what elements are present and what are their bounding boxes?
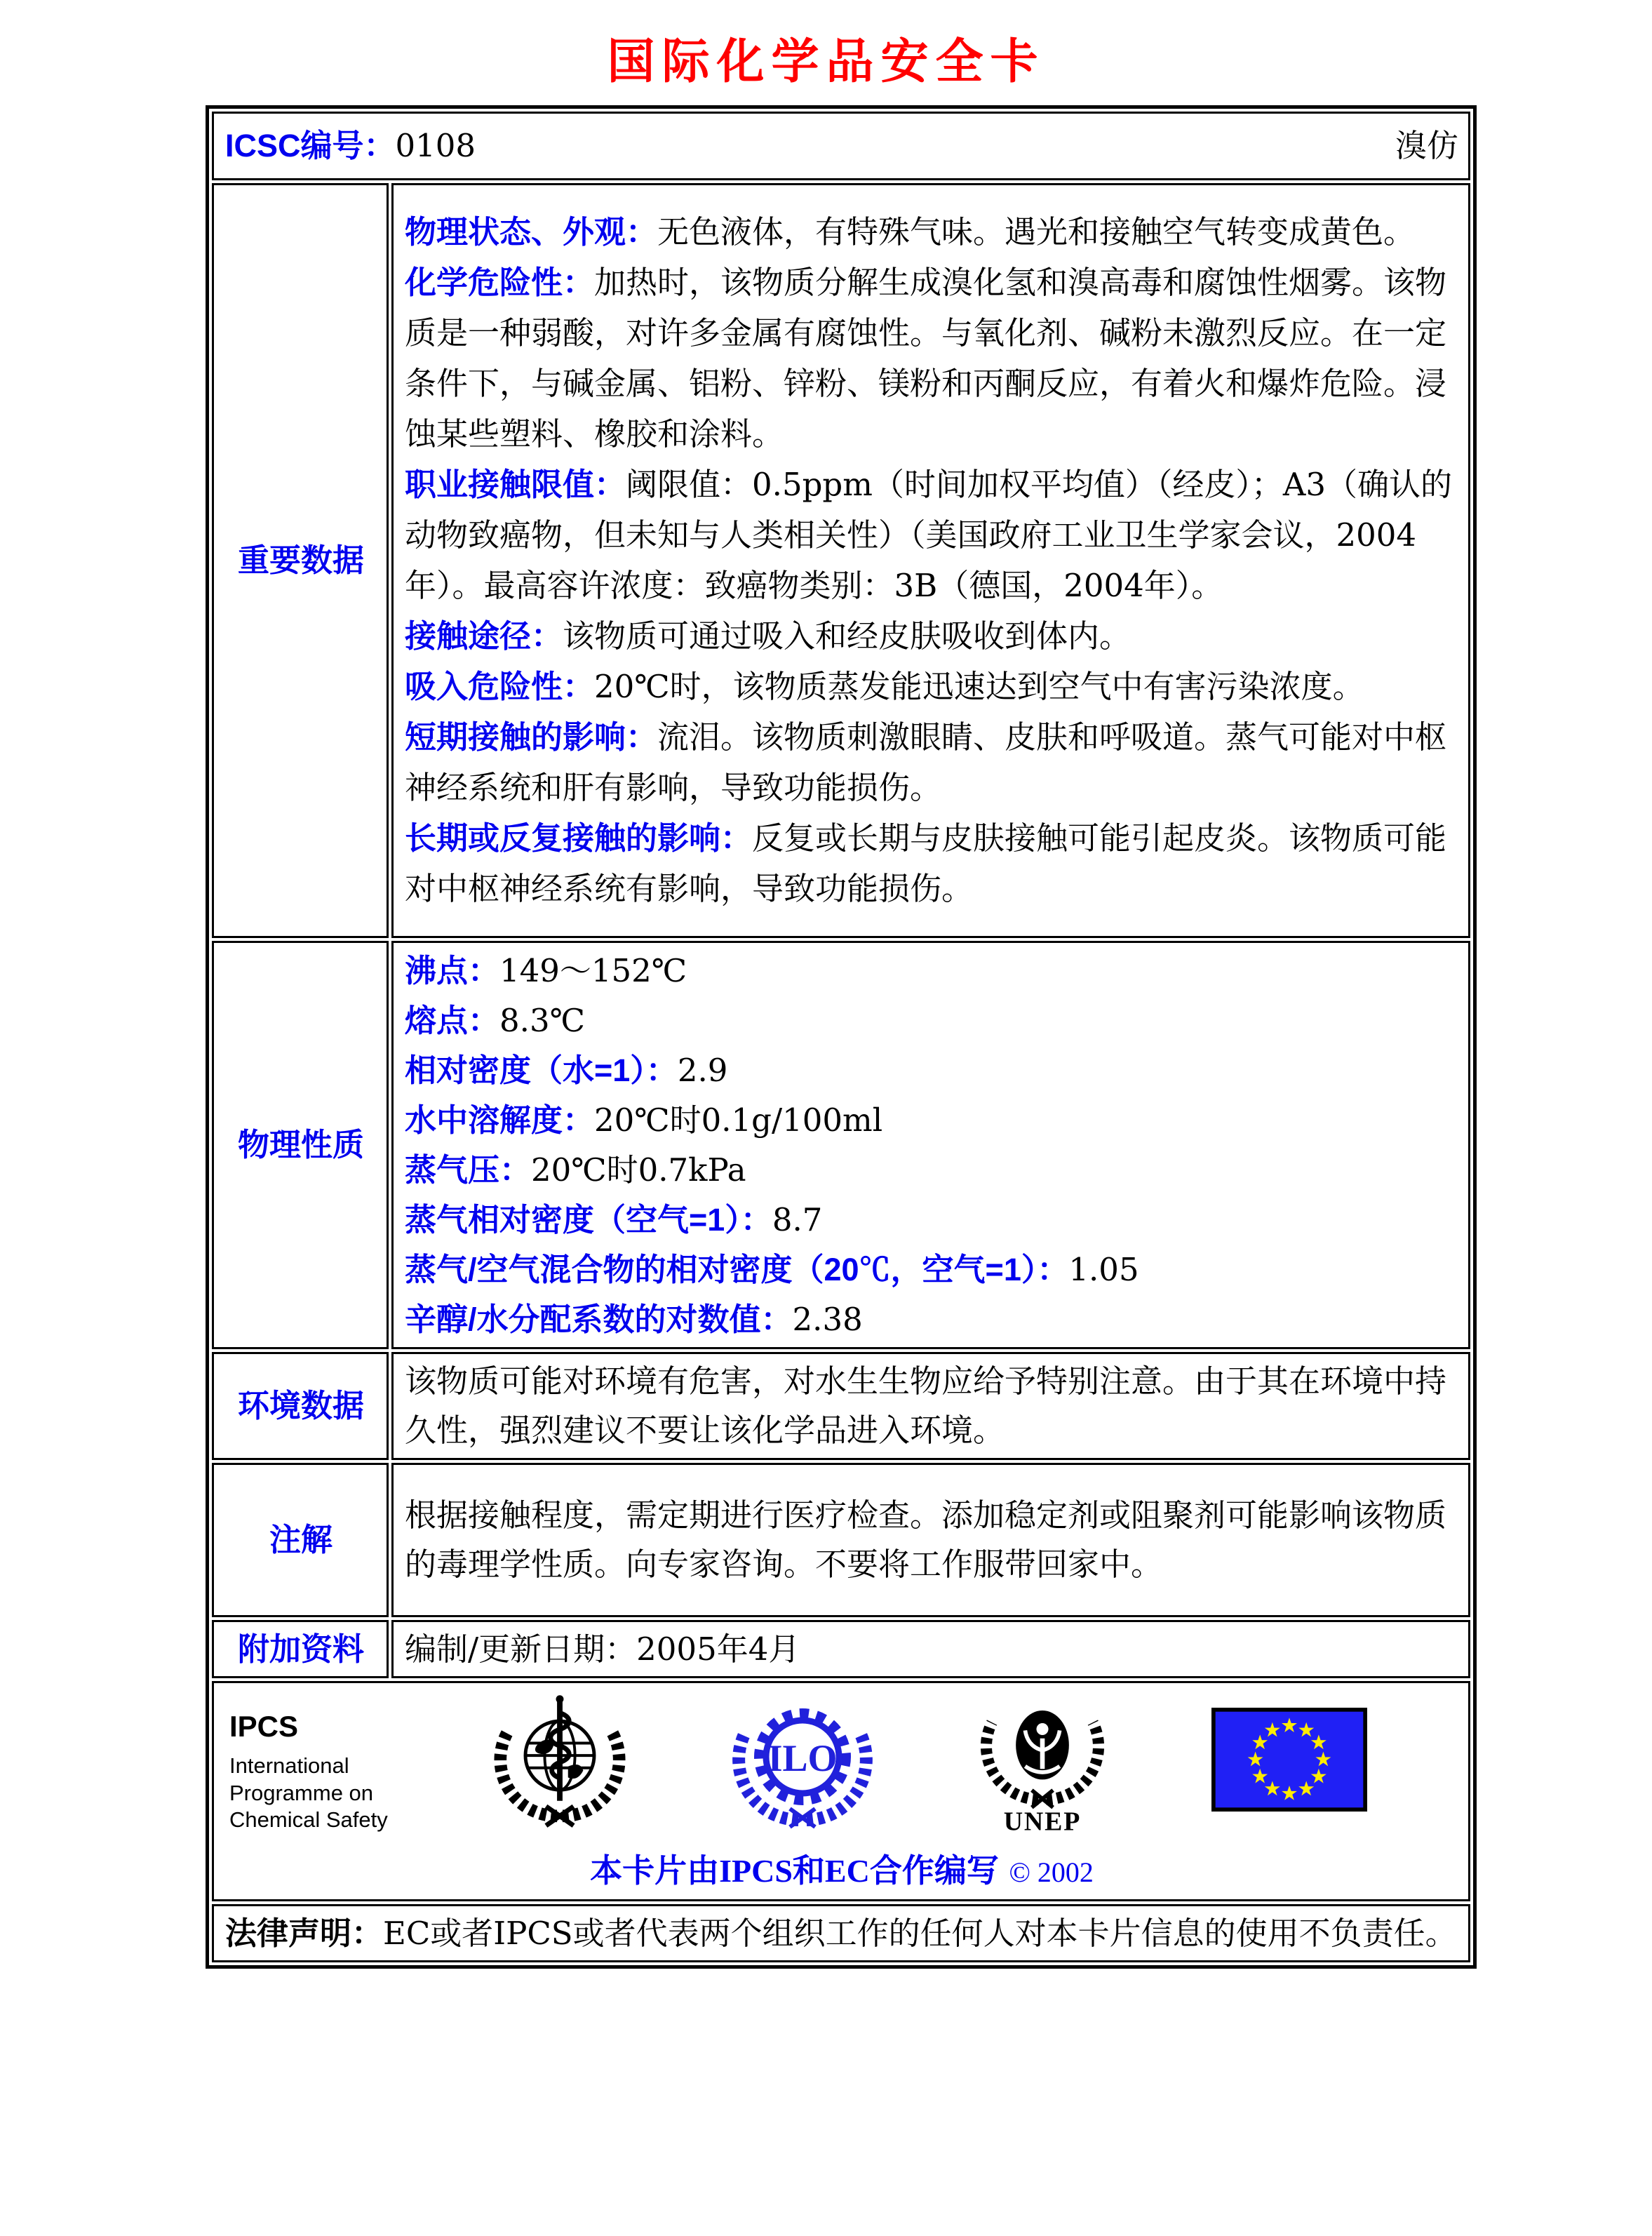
- ipcs-line-2: Programme on: [229, 1780, 374, 1805]
- property-item: [405, 1245, 1458, 1294]
- item-text: 该物质可通过吸入和经皮肤吸收到体内。: [563, 617, 1131, 655]
- ipcs-line-3: Chemical Safety: [229, 1807, 388, 1833]
- data-item: [405, 611, 1458, 662]
- item-value: 2.9: [677, 1052, 728, 1089]
- property-item: [405, 1195, 1458, 1245]
- item-label: 辛醇/水分配系数的对数值：: [405, 1301, 793, 1337]
- data-item: [405, 207, 1458, 257]
- chemical-name: 溴仿: [1395, 127, 1458, 165]
- icsc-number-group: [225, 121, 476, 170]
- update-date-value: 2005年4月: [636, 1630, 800, 1668]
- property-item: [405, 1045, 1458, 1095]
- item-label: 化学危险性：: [405, 265, 595, 300]
- item-label: 蒸气/空气混合物的相对密度（20℃，空气=1）：: [405, 1252, 1069, 1287]
- section-label-important: 重要数据: [212, 183, 389, 938]
- item-value: 2.38: [792, 1301, 863, 1338]
- item-text: 加热时，该物质分解生成溴化氢和溴高毒和腐蚀性烟雾。该物质是一种弱酸，对许多金属有腐蚀性。与氧化剂、碱粉未激烈反应。在一定条件下，与碱金属、铝粉、锌粉、镁粉和丙酮反应，有着火和爆炸危险。浸蚀某些塑料、橡胶和涂料。: [405, 264, 1447, 453]
- unep-letters: UNEP: [1003, 1807, 1082, 1835]
- section-label-environment: 环境数据: [212, 1352, 389, 1460]
- property-item: [405, 1145, 1458, 1195]
- ipcs-acronym: IPCS: [229, 1710, 299, 1743]
- section-content-important: [391, 183, 1470, 938]
- item-label: 短期接触的影响：: [405, 719, 658, 755]
- item-text: 无色液体，有特殊气味。遇光和接触空气转变成黄色。: [657, 213, 1416, 250]
- item-value: 8.7: [772, 1201, 823, 1238]
- item-value: 8.3℃: [499, 1002, 585, 1039]
- item-label: 蒸气压：: [405, 1152, 532, 1188]
- row-logos: [212, 1681, 1470, 1901]
- section-content-notes: 根据接触程度，需定期进行医疗检查。添加稳定剂或阻聚剂可能影响该物质的毒理学性质。向专家咨询。不要将工作服带回家中。: [391, 1463, 1470, 1617]
- item-text: 流泪。该物质刺激眼睛、皮肤和呼吸道。蒸气可能对中枢神经系统和肝有影响，导致功能损伤。: [405, 718, 1447, 806]
- unep-logo-icon: [975, 1685, 1110, 1834]
- row-environmental-data: [212, 1352, 1470, 1460]
- cooperation-note: [225, 1846, 1458, 1896]
- legal-notice-cell: [212, 1904, 1470, 1963]
- item-text: 反复或长期与皮肤接触可能引起皮炎。该物质可能对中枢神经系统有影响，导致功能损伤。: [405, 819, 1447, 907]
- section-content-physical: [391, 941, 1470, 1349]
- item-label: 熔点：: [405, 1003, 500, 1038]
- ipcs-line-1: International: [229, 1753, 349, 1778]
- row-additional-info: [212, 1620, 1470, 1679]
- copyright-text: © 2002: [1009, 1856, 1094, 1889]
- legal-notice-text: EC或者IPCS或者代表两个组织工作的任何人对本卡片信息的使用不负责任。: [383, 1914, 1457, 1952]
- item-value: 20℃时0.1g/100ml: [594, 1102, 883, 1139]
- item-value: 149～152℃: [499, 952, 687, 989]
- icsc-number-label: ICSC编号：: [225, 128, 396, 164]
- cooperation-text: 本卡片由IPCS和EC合作编写: [590, 1853, 999, 1889]
- who-logo-icon: [490, 1691, 630, 1828]
- page-title: 国际化学品安全卡: [607, 34, 1045, 90]
- property-item: [405, 946, 1458, 996]
- item-label: 水中溶解度：: [405, 1102, 595, 1138]
- card-table: [206, 105, 1477, 1969]
- data-item: [405, 712, 1458, 813]
- legal-notice-label: 法律声明：: [225, 1915, 384, 1951]
- property-item: [405, 1294, 1458, 1344]
- section-content-additional: [391, 1620, 1470, 1679]
- data-item: [405, 662, 1458, 712]
- item-label: 相对密度（水=1）：: [405, 1052, 678, 1088]
- item-label: 蒸气相对密度（空气=1）：: [405, 1202, 772, 1238]
- ilo-letters: ILO: [767, 1737, 838, 1780]
- ilo-logo-icon: [732, 1689, 873, 1830]
- item-label: 沸点：: [405, 953, 500, 989]
- update-date-label: 编制/更新日期：: [405, 1630, 637, 1668]
- item-label: 职业接触限值：: [405, 467, 626, 502]
- data-item: [405, 813, 1458, 914]
- section-content-environment: 该物质可能对环境有危害，对水生生物应给予特别注意。由于其在环境中持久性，强烈建议不要让该化学品进入环境。: [391, 1352, 1470, 1460]
- item-label: 物理状态、外观：: [405, 214, 658, 250]
- item-label: 接触途径：: [405, 618, 563, 654]
- item-value: 20℃时0.7kPa: [531, 1151, 746, 1189]
- eu-flag-icon: [1211, 1708, 1367, 1812]
- data-item: [405, 257, 1458, 460]
- item-label: 吸入危险性：: [405, 669, 595, 704]
- property-item: [405, 1095, 1458, 1145]
- ipcs-text-block: [229, 1708, 388, 1834]
- icsc-number-row: [212, 112, 1470, 180]
- row-physical-properties: [212, 941, 1470, 1349]
- row-important-data: [212, 183, 1470, 938]
- icsc-number-value: 0108: [395, 127, 476, 165]
- item-value: 1.05: [1068, 1251, 1139, 1288]
- logo-strip: [225, 1686, 1458, 1835]
- property-item: [405, 996, 1458, 1045]
- logos-cell: [212, 1681, 1470, 1901]
- icsc-number-cell: [212, 112, 1470, 180]
- item-text: 20℃时，该物质蒸发能迅速达到空气中有害污染浓度。: [594, 668, 1364, 705]
- row-notes: [212, 1463, 1470, 1617]
- data-item: [405, 460, 1458, 611]
- item-text: 阈限值：0.5ppm（时间加权平均值）（经皮）；A3（确认的动物致癌物，但未知与人类相关性）（美国政府工业卫生学家会议，2004年）。最高容许浓度：致癌物类别：3B（德国，2004年）。: [405, 466, 1452, 604]
- item-label: 长期或反复接触的影响：: [405, 820, 753, 856]
- section-label-notes: 注解: [212, 1463, 389, 1617]
- unep-logo-block: [975, 1685, 1110, 1834]
- section-label-additional: 附加资料: [212, 1620, 389, 1679]
- section-label-physical: 物理性质: [212, 941, 389, 1349]
- row-legal-notice: [212, 1904, 1470, 1963]
